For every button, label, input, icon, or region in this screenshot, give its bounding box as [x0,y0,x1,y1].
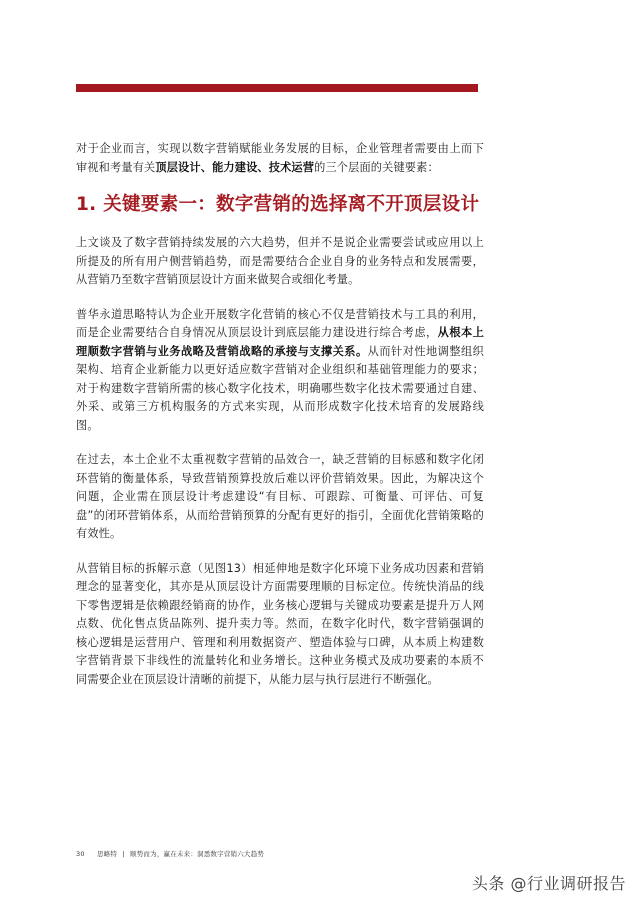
top-accent-bar [76,84,478,92]
paragraph-2-text-2: 从而针对性地调整组织架构、培育企业新能力以更好适应数字营销对企业组织和基础管理能力的要求；对于构建数字营销所需的核心数字化技术，明确哪些数字化技术需要通过自建、外采、或第三方机构服务的方式来实现，从而形成数字化技术培育的发展路线图。 [76,344,484,432]
section-heading: 1. 关键要素一：数字营销的选择离不开顶层设计 [76,194,480,215]
paragraph-2-text-1: 普华永道思略特认为企业开展数字化营销的核心不仅是营销技术与工具的利用，而是企业需要结合自身情况从顶层设计到底层能力建设进行综合考虑， [76,307,484,339]
paragraph-4: 从营销目标的拆解示意（见图13）相延伸地是数字化环境下业务成功因素和营销理念的显著变化，其亦是从顶层设计方面需要理顺的目标定位。传统快消品的线下零售逻辑是依赖跟经销商的协作，业务核心逻辑与关键成功要素是提升万人网点数、优化售点货品陈列、提升卖力等。然而，在数字化时代，数字营销强调的核心逻辑是运营用户、管理和利用数据资产、塑造体验与口碑，从本质上构建数字营销背景下非线性的流量转化和业务增长。这种业务模式及成功要素的本质不同需要企业在顶层设计清晰的前提下，从能力层与执行层进行不断强化。 [76,561,484,686]
page-number: 30 [76,850,85,858]
footer-report-title: 顺势而为，赢在未来：洞悉数字营销六大趋势 [130,850,265,858]
paragraph-2-bold-text: 从根本上理顺数字营销与业务战略及营销战略的承接与支撑关系。 [76,326,484,358]
intro-text-1: 对于企业而言，实现以数字营销赋能业务发展的目标，企业管理者需要由上而下审视和考量有关 [76,142,484,174]
footer-brand: 思略特 [96,850,118,858]
document-body [76,140,484,689]
paragraph-1: 上文谈及了数字营销持续发展的六大趋势，但并不是说企业需要尝试或应用以上所提及的所有用户侧营销趋势，而是需要结合企业自身的业务特点和发展需要，从营销乃至数字营销顶层设计方面来做契合或细化考量。 [76,236,484,286]
watermark: 头条 @行业调研报告 [471,874,626,893]
footer-separator: | [122,850,125,858]
paragraph-3: 在过去，本土企业不太重视数字营销的品效合一，缺乏营销的目标感和数字化闭环营销的衡量体系，导致营销预算投放后难以评价营销效果。因此，为解决这个问题，企业需在顶层设计考虑建设“有目标、可跟踪、可衡量、可评估、可复盘”的闭环营销体系，从而给营销预算的分配有更好的指引，全面优化营销策略的有效性。 [76,453,484,540]
paragraph-2 [76,306,484,436]
intro-paragraph [76,140,484,177]
intro-bold-text: 顶层设计、能力建设、技术运营 [155,160,315,174]
intro-text-2: 的三个层面的关键要素： [314,160,439,174]
page-footer [76,849,264,858]
